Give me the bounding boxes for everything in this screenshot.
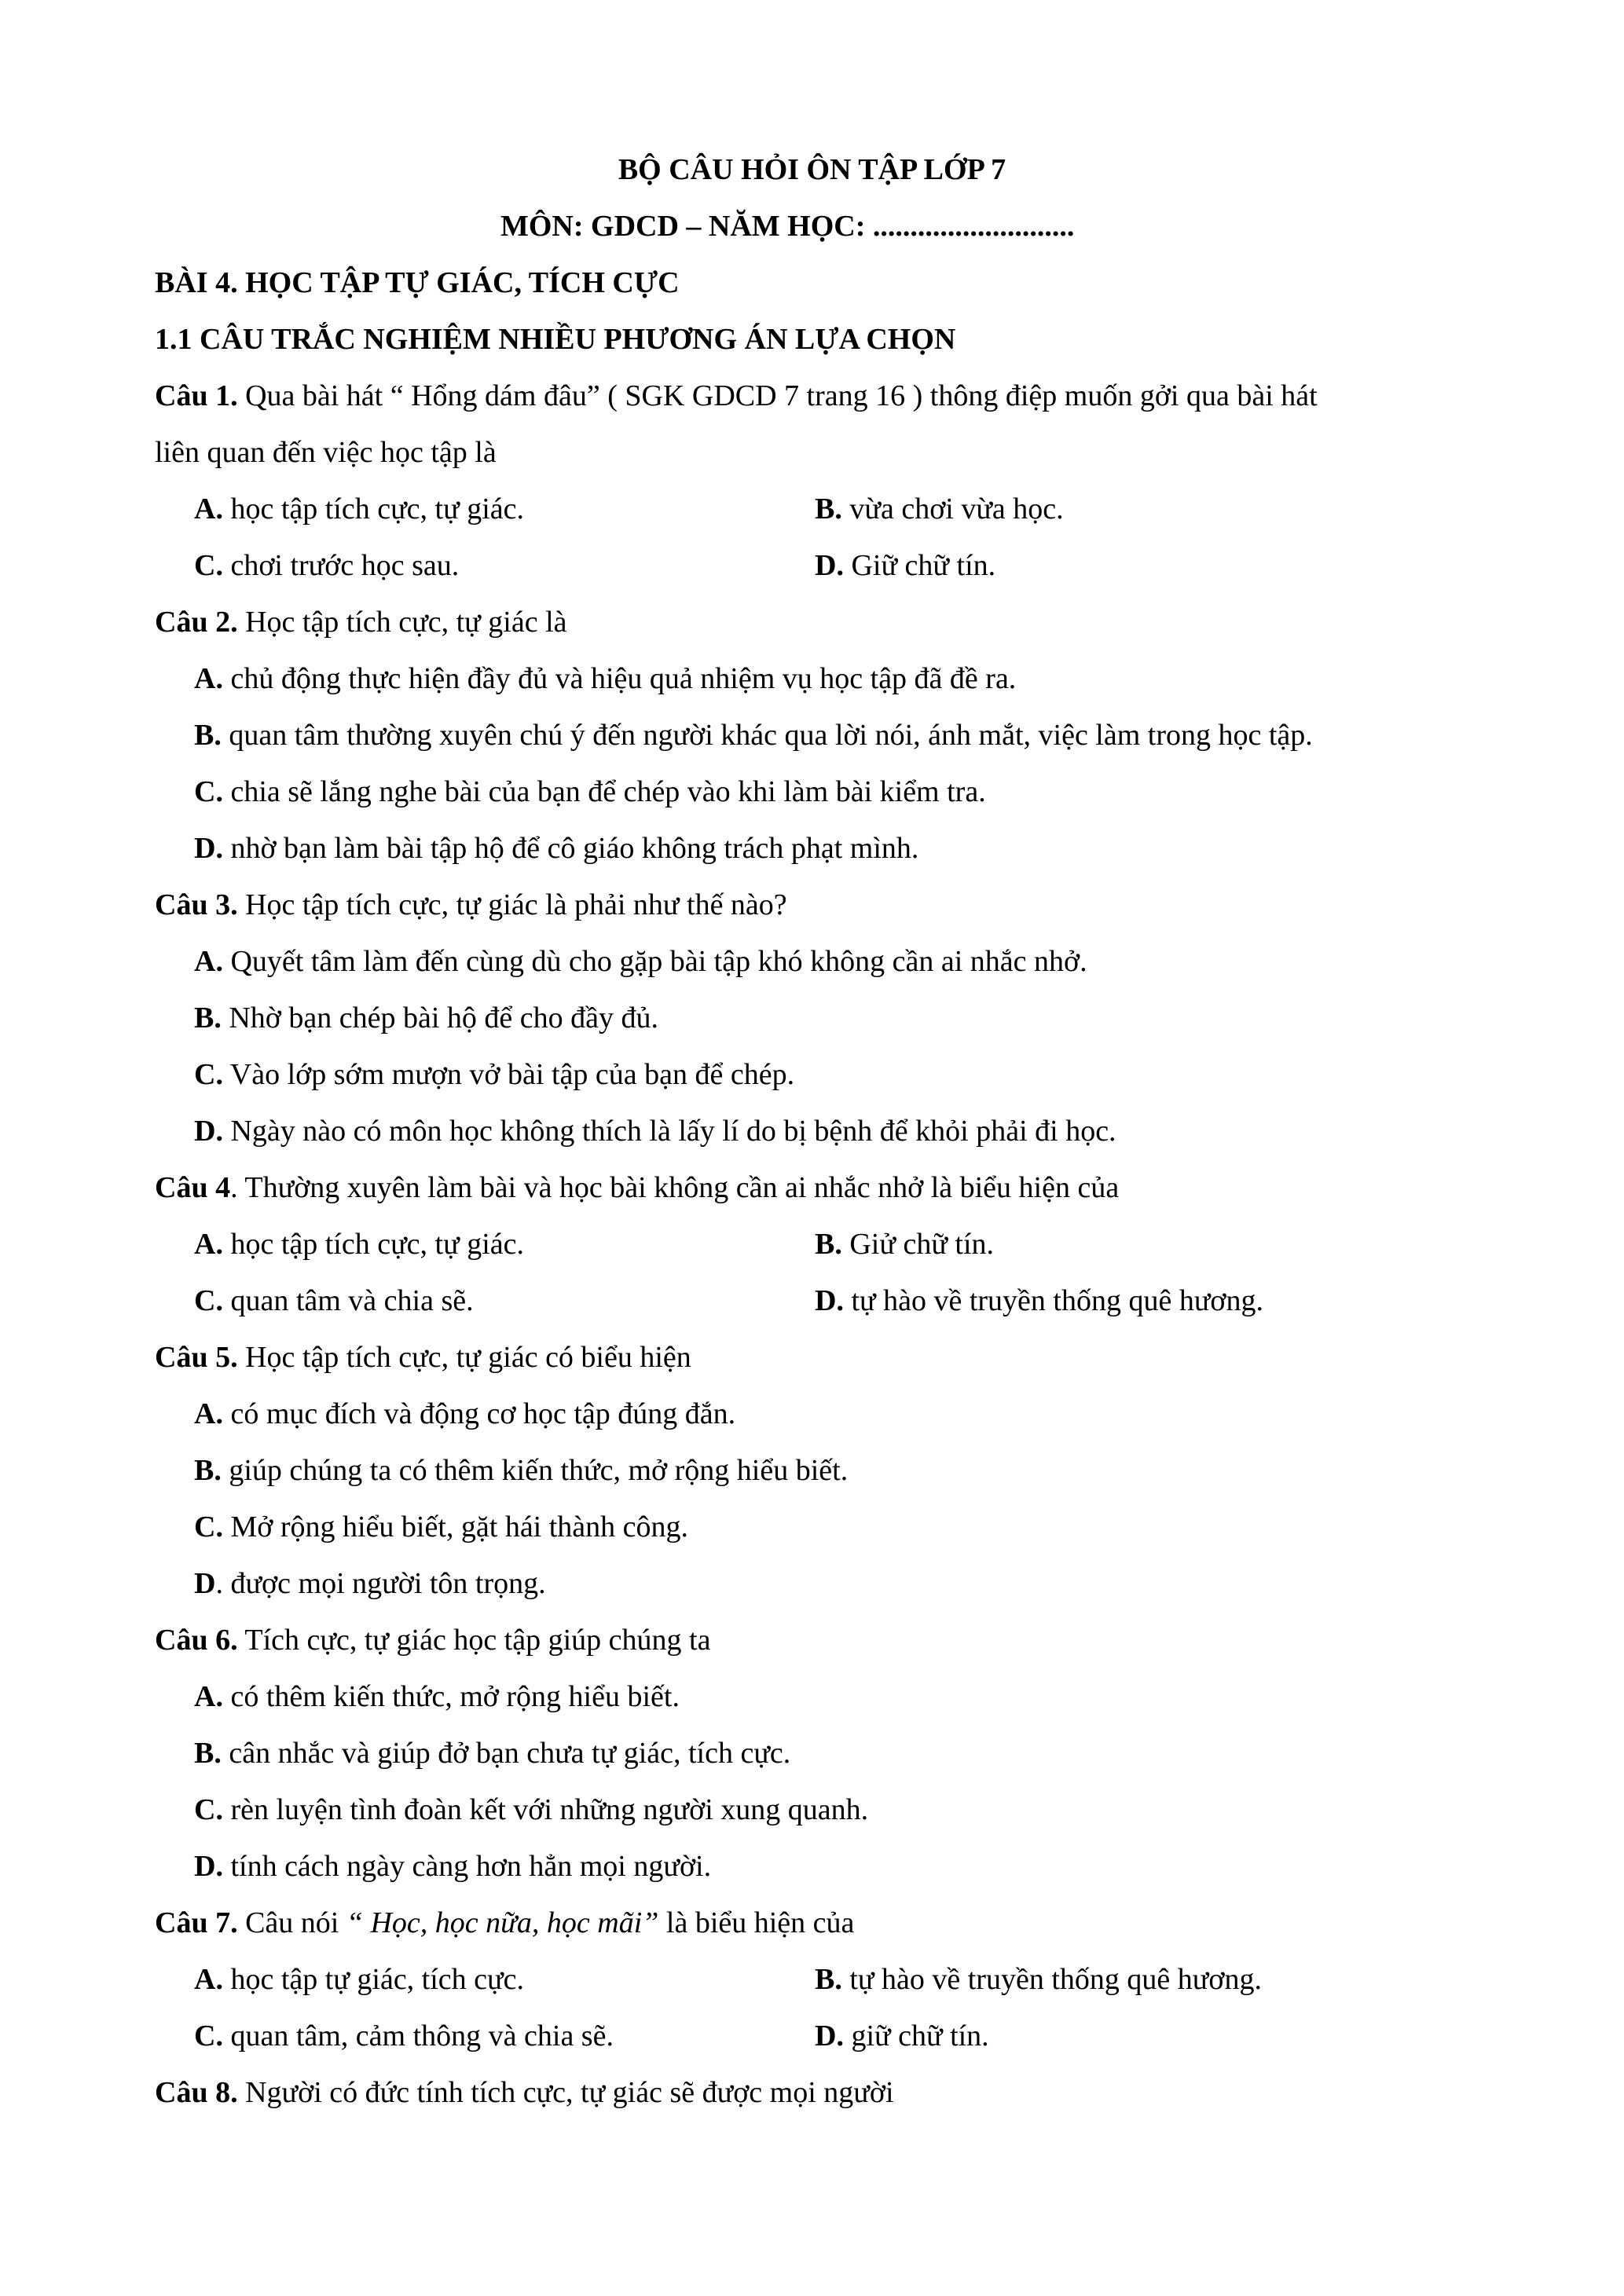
question-label: Câu 1. (155, 379, 238, 412)
section-heading: 1.1 CÂU TRẮC NGHIỆM NHIỀU PHƯƠNG ÁN LỰA CHỌN (155, 323, 956, 356)
option-b: B. vừa chơi vừa học. (815, 493, 1064, 525)
question-text: . Thường xuyên làm bài và học bài không cần ai nhắc nhở là biểu hiện của (230, 1171, 1120, 1204)
lesson-heading: BÀI 4. HỌC TẬP TỰ GIÁC, TÍCH CỰC (155, 266, 680, 299)
option-c: C. rèn luyện tình đoàn kết với những người xung quanh. (194, 1793, 869, 1826)
option-d: D. được mọi người tôn trọng. (194, 1567, 546, 1600)
option-b: B. tự hào về truyền thống quê hương. (815, 1963, 1262, 1996)
question-1 (155, 377, 1318, 415)
question-5 (155, 1338, 691, 1376)
option-c: C. chia sẽ lắng nghe bài của bạn để chép vào khi làm bài kiểm tra. (194, 775, 986, 808)
question-label: Câu 8. (155, 2076, 238, 2109)
option-c: C. Mở rộng hiểu biết, gặt hái thành công. (194, 1511, 689, 1543)
option-b: B. Giử chữ tín. (815, 1228, 995, 1261)
option-b: B. quan tâm thường xuyên chú ý đến người khác qua lời nói, ánh mắt, việc làm trong học tập. (194, 719, 1313, 752)
option-a: A. học tập tự giác, tích cực. (194, 1963, 524, 1996)
question-3 (155, 886, 787, 924)
option-d: D. Giữ chữ tín. (815, 549, 996, 582)
question-label: Câu 2. (155, 606, 238, 639)
question-8 (155, 2074, 894, 2111)
question-text: Tích cực, tự giác học tập giúp chúng ta (244, 1624, 711, 1657)
question-6 (155, 1621, 710, 1659)
option-a: A. có mục đích và động cơ học tập đúng đắn. (194, 1397, 736, 1430)
option-a: A. học tập tích cực, tự giác. (194, 493, 524, 525)
option-c: C. quan tâm, cảm thông và chia sẽ. (194, 2020, 614, 2052)
question-label: Câu 7. (155, 1906, 238, 1939)
question-2 (155, 603, 567, 641)
question-text: Học tập tích cực, tự giác là (245, 606, 567, 639)
option-d: D. tự hào về truyền thống quê hương. (815, 1284, 1264, 1317)
question-text: Người có đức tính tích cực, tự giác sẽ được mọi người (245, 2076, 894, 2109)
option-d: D. nhờ bạn làm bài tập hộ để cô giáo không trách phạt mình. (194, 832, 919, 865)
question-text: Học tập tích cực, tự giác có biểu hiện (245, 1341, 691, 1374)
document-title: BỘ CÂU HỎI ÔN TẬP LỚP 7 (618, 153, 1006, 186)
option-b: B. Nhờ bạn chép bài hộ để cho đầy đủ. (194, 1002, 659, 1034)
option-d: D. tính cách ngày càng hơn hẳn mọi người. (194, 1850, 712, 1883)
quote: “ Học, học nữa, học mãi” (346, 1906, 659, 1939)
question-label: Câu 6. (155, 1624, 238, 1657)
option-d: D. Ngày nào có môn học không thích là lấy lí do bị bệnh để khỏi phải đi học. (194, 1115, 1116, 1148)
question-label: Câu 3. (155, 888, 238, 921)
option-c: C. chơi trước học sau. (194, 549, 460, 582)
option-a: A. Quyết tâm làm đến cùng dù cho gặp bài tập khó không cần ai nhắc nhở. (194, 945, 1087, 978)
question-text: Qua bài hát “ Hổng dám đâu” ( SGK GDCD 7 trang 16 ) thông điệp muốn gởi qua bài hát (245, 379, 1318, 412)
question-4 (155, 1169, 1119, 1207)
option-d: D. giữ chữ tín. (815, 2020, 989, 2052)
question-label: Câu 5. (155, 1341, 238, 1374)
option-c: C. quan tâm và chia sẽ. (194, 1284, 474, 1317)
option-b: B. giúp chúng ta có thêm kiến thức, mở rộng hiểu biết. (194, 1454, 849, 1487)
option-a: A. có thêm kiến thức, mở rộng hiểu biết. (194, 1680, 680, 1713)
question-text: Học tập tích cực, tự giác là phải như thế nào? (245, 888, 787, 921)
option-b: B. cân nhắc và giúp đở bạn chưa tự giác, tích cực. (194, 1737, 791, 1770)
document-subtitle: MÔN: GDCD – NĂM HỌC: ........................... (500, 210, 1075, 243)
question-label: Câu 4 (155, 1171, 231, 1204)
option-c: C. Vào lớp sớm mượn vở bài tập của bạn để chép. (194, 1058, 795, 1091)
option-a: A. học tập tích cực, tự giác. (194, 1228, 524, 1261)
question-1-continued: liên quan đến việc học tập là (155, 436, 497, 469)
question-7: Câu 7. Câu nói “ Học, học nữa, học mãi” là biểu hiện của (155, 1906, 855, 1939)
option-a: A. chủ động thực hiện đầy đủ và hiệu quả nhiệm vụ học tập đã đề ra. (194, 662, 1017, 695)
